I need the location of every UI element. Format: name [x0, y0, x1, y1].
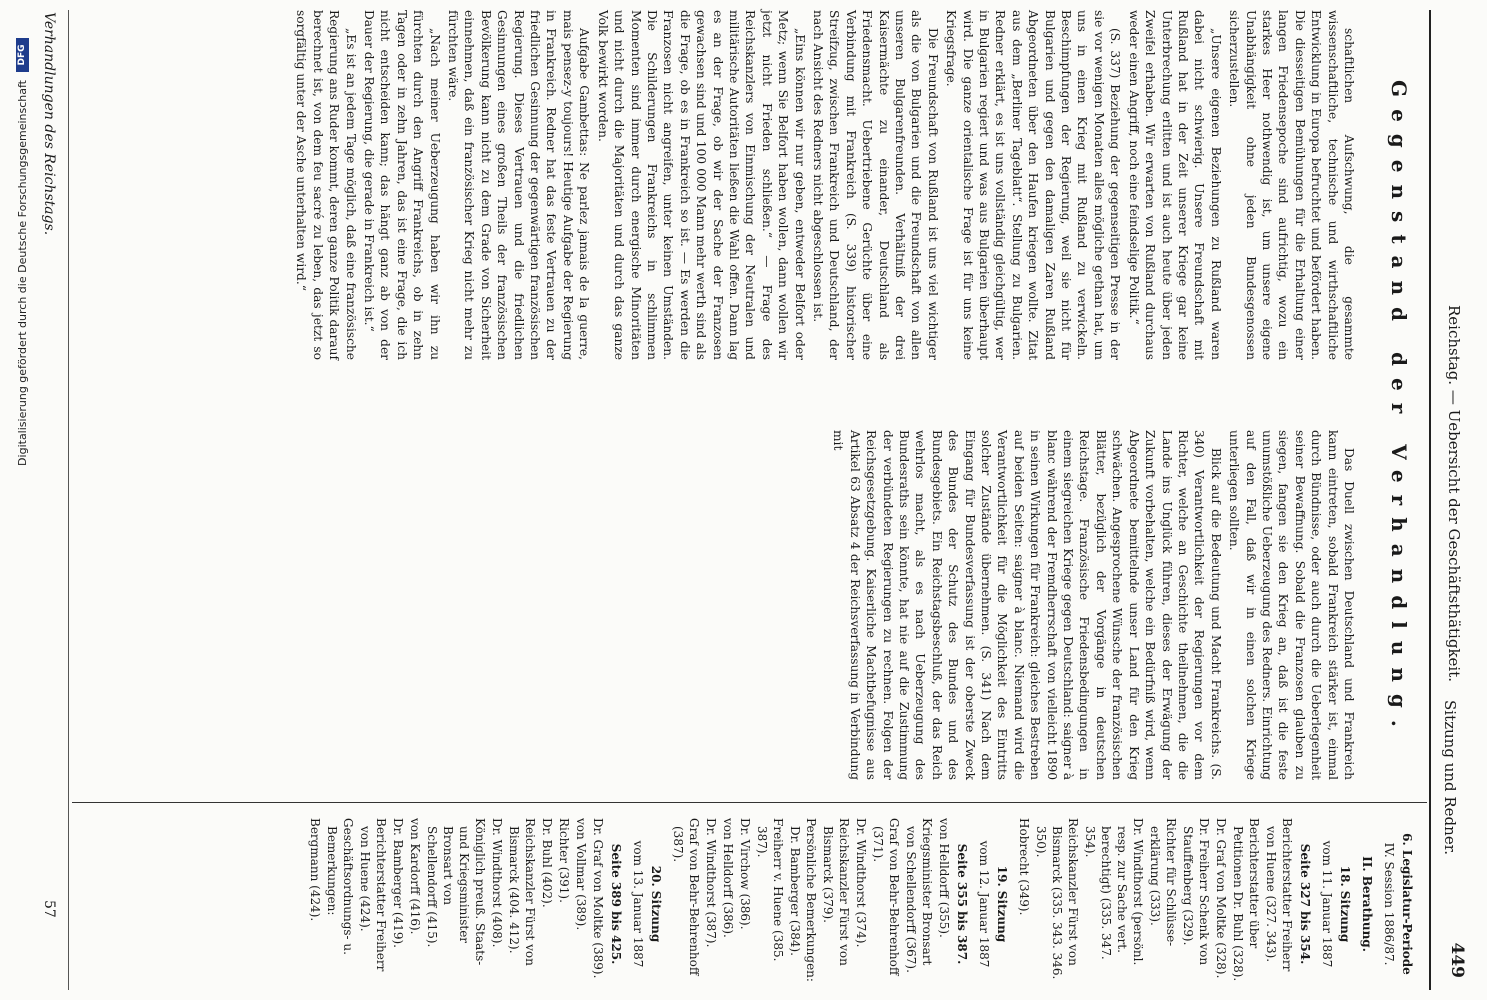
speaker-entry: Kriegsminister Bronsart von Schellendorff (367).: [904, 818, 934, 973]
footer-rule: [68, 10, 69, 990]
speaker-entry: Richter für Schlüsse-erklärung (333).: [1148, 818, 1178, 947]
paragraph: Aufgabe Gambettas: Ne parlez jamais de la guerre, mais pensez-y toujours! Heutige Aufgabe der Regierung in Frankreich. Redner hat das feste Vertrauen zu der friedlichen Gesinnung der gegenwärtigen französischen Regierung. Dieses Vertrauen und die friedlichen Gesinnungen eines großen Theils der französischen Bevölkerung kann nicht zu dem Grade von Sicherheit einnehmen, daß ein französischer Krieg nicht mehr zu fürchten wäre.: [446, 10, 592, 360]
session-heading: 19. Sitzung: [995, 865, 1009, 943]
session-heading: Seite 389 bis 425.: [609, 843, 623, 965]
speaker-entry: Reichskanzler Fürst von Bismarck (379).: [821, 818, 851, 966]
speaker-entry: von Kardorff (416).: [408, 818, 422, 935]
speaker-entry: Königlich preuß. Staats- und Kriegsminister Bronsart von Schellendorff (415).: [425, 818, 487, 966]
speaker-entry: Berichterstatter Freiherr von Huene (327. 343).: [1264, 818, 1294, 972]
speaker-entry: Dr. Windthorst (374).: [854, 818, 868, 948]
paragraph: „Eins können wir nur geben, entweder Belfort oder Metz; wenn Sie Belfort haben wollen, dann wollen wir jetzt nicht Frieden schließen.“ — Frage des Reichskanzlers von Einmischung der Neutralen und militärische Autoritäten ließen die Wahl offen. Dann lag es an der Frage, ob wir der Sache der Franzosen gewachsen sind und 100 000 Mann mehr werth sind als die Frage, ob es in Frankreich so ist. — Es werden die Franzosen nicht angreifen, unter keinen Umständen. Die Schilderungen Frankreichs in schlimmen Momenten sind immer durch energische Minoritäten und nicht durch die Majoritäten und durch das ganze Volk bewirkt worden.: [595, 10, 807, 360]
session-heading: 18. Sitzung: [1338, 865, 1352, 943]
speaker-entry: Dr. Bamberger (419).: [391, 818, 405, 948]
paragraph: (S. 337) Beziehung der gegenseitigen Presse in der sie vor wenigen Monaten alles mögliche gethan hat, um uns in einen Krieg mit Rußland zu verwickeln. Beschimpfungen der Regierung, weil sie nicht für Bulgarien und gegen den damaligen Zaren Rußland Abgeordneten über den Haufen kriegen wollte. Zitat aus dem „Berliner Tageblatt“. Stellung zu Bulgarien. Redner erklärt, es ist uns vollständig gleichgültig, wer in Bulgarien regiert und was aus Bulgarien überhaupt wird. Die ganze orientalische Frage ist für uns keine Kriegsfrage.: [944, 10, 1123, 360]
speaker-entry: Dr. Windthorst (persönl. resp. zur Sache vert. berechtigt) (335. 347. 354).: [1083, 818, 1145, 966]
speaker-entry: Reichskanzler Fürst von Bismarck (335. 343. 346. 350).: [1034, 818, 1080, 980]
dfg-logo-icon: DFG: [16, 38, 29, 72]
footer-number: 57: [41, 900, 57, 918]
session-date: vom 12. Januar 1887: [977, 840, 991, 968]
speaker-entry: Graf von Behr-Behrenhoff (371).: [871, 818, 901, 976]
paragraph: Die Freundschaft von Rußland ist uns viel wichtiger als die von Bulgarien und die Freundschaft von allen unseren Bulgarenfreunden. Verhältniß der drei Kaisermächte zu einander, Deutschland als Friedensmacht. Uebertriebene Gerüchte über eine Verbindung mit Frankreich (S. 339) historischer Streifzug, zwischen Frankreich und Deutschland, der nach Ansicht des Redners nicht abgeschlossen ist.: [811, 10, 940, 360]
paragraph: „Nach meiner Ueberzeugung haben wir ihn zu fürchten durch den Angriff Frankreichs, ob in zehn Tagen oder in zehn Jahren, das ist eine Frage, die ich nicht entscheiden kann; das hängt ganz ab von der Dauer der Regierung, die gerade in Frankreich ist.“: [362, 10, 442, 360]
speaker-entry: Dr. Virchow (386).: [738, 818, 752, 930]
speaker-entry: Berichterstatter über Petitionen Dr. Buhl (328).: [1231, 818, 1261, 982]
paragraph: schaftlichen Aufschwung, die gesammte wissenschaftliche, technische und wirthschaftliche Entwicklung in Europa befruchtet und befördert haben. Die diesseitigen Bemühungen für die Erhaltung einer langen Friedensepoche sind aufrichtig, wozu ein starkes Heer nothwendig ist, um unsere eigene Unabhängigkeit ohne jeden Bundesgenossen sicherzustellen.: [1227, 10, 1356, 360]
speaker-entry: Dr. Windthorst (408).: [490, 818, 504, 948]
speaker-entry: von Helldorff (355).: [937, 818, 951, 938]
text-column-left: [291, 10, 1357, 360]
paragraph: Blick auf die Bedeutung und Macht Frankreichs. (S. 340) Verantwortlichkeit der Regierungen vor dem Richter, welche an Geschichte theilnehmen, die die Lande ins Unglück führen, dieses der Erwägung der Zukunft vorbehalten, welche ein Bedürfniß wird, wenn Abgeordnete bemittelnde unser Land für den Krieg schwächen. Angesprochene Wünsche der französischen Blätter, bezüglich der Vorgänge in deutschen Reichstage. Französische Friedensbedingungen in einem siegreichen Kriege gegen Deutschland: saigner à blanc während der Fremdherrschaft von vielleicht 1890 in seinen Wirkungen für Frankreich: gleiches Bestreben auf beiden Seiten: saigner à blanc. Niemand wird die Verantwortlichkeit für die Möglichkeit des Eintritts solcher Zustände übernehmen. (S. 341) Nach dem Eingang für Bundesverfassung ist der oberste Zweck des Bundes der Schutz des Bundes und des Bundesgebiets. Ein Reichstagsbeschluß, der das Reich wehrlos macht, als es nach Ueberzeugung des Bundesraths sein könnte, hat nie auf die Zustimmung der verbündeten Regierungen zu rechnen. Folgen der Reichsgesetzgebung. Kaiserliche Machtbefugnisse aus Artikel 63 Absatz 4 der Reichsverfassung in Verbindung mit: [831, 430, 1223, 780]
speaker-entry: von Helldorff (386).: [721, 818, 735, 938]
session-heading: II. Berathung.: [1360, 856, 1374, 952]
session-date: vom 11. Januar 1887: [1320, 840, 1334, 968]
speaker-entry: Richter (391).: [557, 818, 571, 903]
column-rule: [72, 802, 1427, 803]
session-heading: 20. Sitzung: [649, 865, 663, 943]
speaker-entry: Berichterstatter Freiherr von Huene (424).: [358, 818, 388, 972]
speaker-entry: Dr. Windthorst (387).: [704, 818, 718, 948]
paragraph: „Unsere eigenen Beziehungen zu Rußland waren dabei nicht schwierig. Unsere Freundschaft mit Rußland hat in der Zeit unserer Kriege gar keine Unterbrechung erlitten und ist auch heute über jeden Zweifel erhaben. Wir erwarten von Rußland durchaus weder einen Angriff, noch eine feindselige Politik.“: [1126, 10, 1223, 360]
paragraph: „Es ist an jedem Tage möglich, daß eine französische Regierung ans Ruder kommt, deren ganze Politik darauf berechnet ist, von dem feu sacré zu leben, das jetzt so sorgfältig unter der Asche unterhalten wird.“: [294, 10, 358, 360]
speaker-entry: Bergmann (424).: [308, 818, 322, 922]
session-heading: Seite 355 bis 387.: [955, 843, 969, 965]
speaker-entry: Dr. Buhl (402).: [540, 818, 554, 908]
session-date: IV. Session 1886/87.: [1382, 842, 1396, 966]
speaker-entry: Dr. Graf von Moltke (389).: [591, 818, 605, 979]
speaker-entry: Dr. Freiherr Schenk von Stauffenberg (329).: [1181, 818, 1211, 966]
footer-title: Verhandlungen des Reichstags.: [41, 12, 57, 236]
session-heading: Seite 327 bis 354.: [1298, 843, 1312, 965]
running-head: Reichstag. — Uebersicht der Geschäftsthätigkeit.: [1445, 305, 1463, 682]
paragraph: Das Duell zwischen Deutschland und Frankreich kann eintreten, sobald Frankreich stärker ist, einmal durch Bündnisse, oder auch durch die Ueberlegenheit seiner Bewaffnung. Sobald die Franzosen glauben zu siegen, fangen sie den Krieg an, daß ist die feste unumstößliche Ueberzeugung des Redners. Einrichtung auf den Fall, daß wir in einen solchen Kriege unterliegen sollten.: [1227, 430, 1356, 780]
session-date: vom 13. Januar 1887: [631, 840, 645, 968]
speaker-entry: Graf von Behr-Behrenhoff (387).: [671, 818, 701, 976]
page-number: 449: [1447, 942, 1467, 978]
digitization-notice: [2, 0, 42, 998]
running-head-right: Sitzung und Redner.: [1441, 700, 1459, 855]
speaker-entry: Reichskanzler Fürst von Bismarck (404. 412).: [507, 818, 537, 966]
speaker-entry: Persönliche Bemerkungen: Dr. Bamberger (384).: [788, 818, 818, 982]
session-heading: 6. Legislatur-Periode: [1400, 833, 1414, 975]
speaker-entry: Dr. Graf von Moltke (328).: [1214, 818, 1228, 979]
session-index-column: [306, 818, 1421, 990]
notice-text: Digitalisierung gefördert durch die Deutsche Forschungsgemeinschaft: [15, 80, 29, 466]
speaker-entry: Freiherr v. Huene (385. 387).: [755, 818, 785, 962]
speaker-entry: Geschäftsordnungs- u. Bemerkungen:: [325, 818, 355, 955]
text-column-middle: [828, 430, 1357, 780]
speaker-entry: Hobrecht (349).: [1017, 818, 1031, 916]
header-rule: [1429, 10, 1431, 990]
section-title: Gegenstand der Verhandlung.: [1387, 80, 1411, 739]
speaker-entry: von Vollmar (389).: [574, 818, 588, 931]
